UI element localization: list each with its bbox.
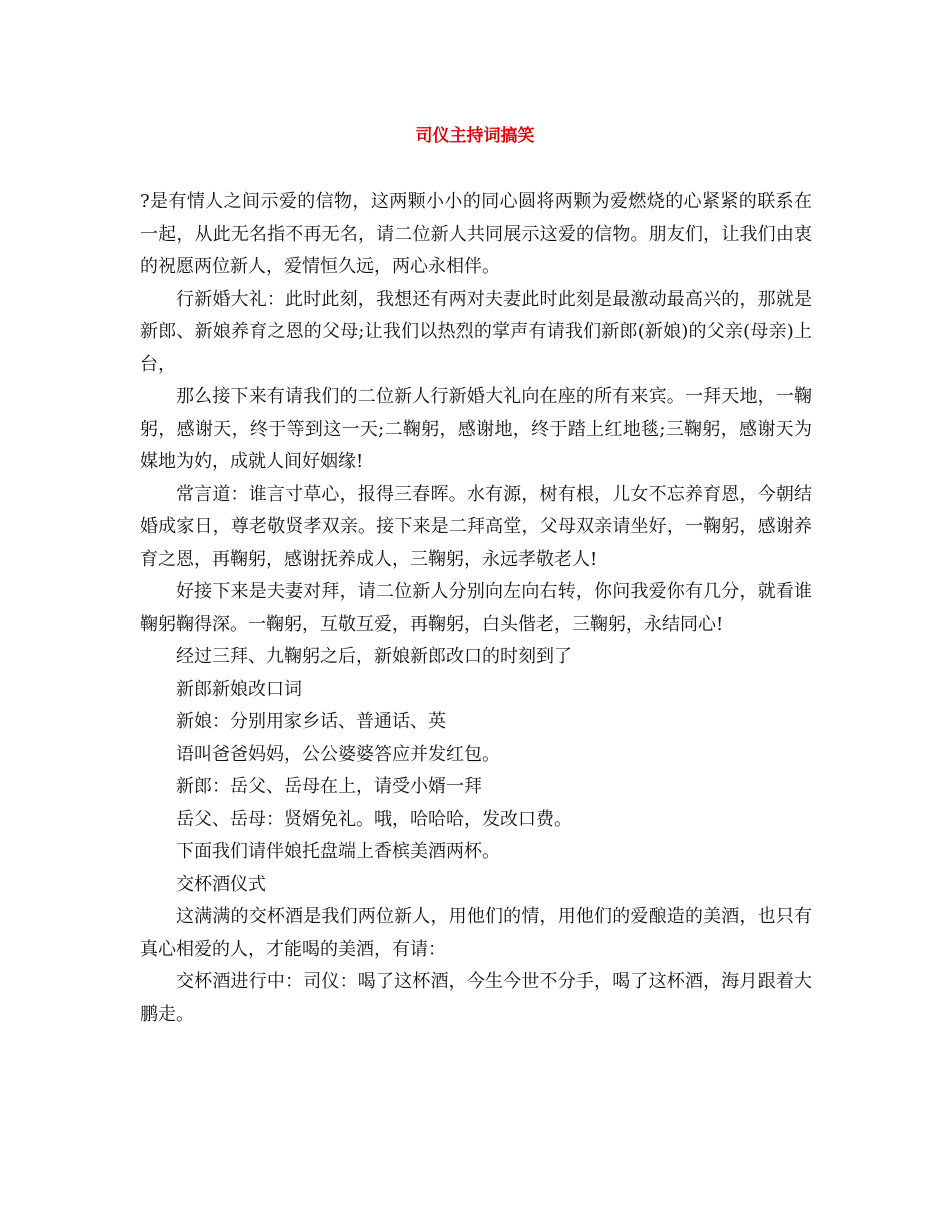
document-title: 司仪主持词搞笑 [415,126,535,146]
paragraph: 岳父、岳母：贤婿免礼。哦，哈哈哈，发改口费。 [176,808,572,830]
paragraph: 新娘：分别用家乡话、普通话、英 [176,711,446,732]
paragraph: 语叫爸爸妈妈，公公婆婆答应并发红包。 [176,743,500,765]
paragraph: 交杯酒进行中：司仪：喝了这杯酒，今生今世不分手，喝了这杯酒，海月跟着大鹏走。 [140,971,812,1025]
paragraph: 交杯酒仪式 [176,873,266,895]
paragraph: 好接下来是夫妻对拜，请二位新人分别向左向右转，你问我爱你有几分，就看谁鞠躬鞠得深。一鞠躬，互敬互爱，再鞠躬，白头偕老，三鞠躬，永结同心! [140,581,812,635]
paragraph: 新郎新娘改口词 [176,678,302,700]
document-body [140,186,812,1031]
paragraph: 常言道：谁言寸草心，报得三春晖。水有源，树有根，儿女不忘养育恩，今朝结婚成家日，尊老敬贤孝双亲。接下来是二拜高堂，父母双亲请坐好，一鞠躬，感谢养育之恩，再鞠躬，感谢抚养成人，三鞠躬，永远孝敬老人! [140,483,812,570]
paragraph: 行新婚大礼：此时此刻，我想还有两对夫妻此时此刻是最激动最高兴的，那就是新郎、新娘养育之恩的父母;让我们以热烈的掌声有请我们新郎(新娘)的父亲(母亲)上台， [140,288,812,375]
paragraph: 下面我们请伴娘托盘端上香槟美酒两杯。 [176,841,500,862]
paragraph: 经过三拜、九鞠躬之后，新娘新郎改口的时刻到了 [176,646,572,667]
paragraph: 新郎：岳父、岳母在上，请受小婿一拜 [176,776,482,797]
paragraph: 这满满的交杯酒是我们两位新人，用他们的情，用他们的爱酿造的美酒，也只有真心相爱的人，才能喝的美酒，有请： [140,906,812,960]
paragraph: ?是有情人之间示爱的信物，这两颗小小的同心圆将两颗为爱燃烧的心紧紧的联系在一起，从此无名指不再无名，请二位新人共同展示这爱的信物。朋友们，让我们由衷的祝愿两位新人，爱情恒久远，两心永相伴。 [140,191,812,277]
paragraph: 那么接下来有请我们的二位新人行新婚大礼向在座的所有来宾。一拜天地，一鞠躬，感谢天，终于等到这一天;二鞠躬，感谢地，终于踏上红地毯;三鞠躬，感谢天为媒地为妁，成就人间好姻缘! [140,386,812,472]
